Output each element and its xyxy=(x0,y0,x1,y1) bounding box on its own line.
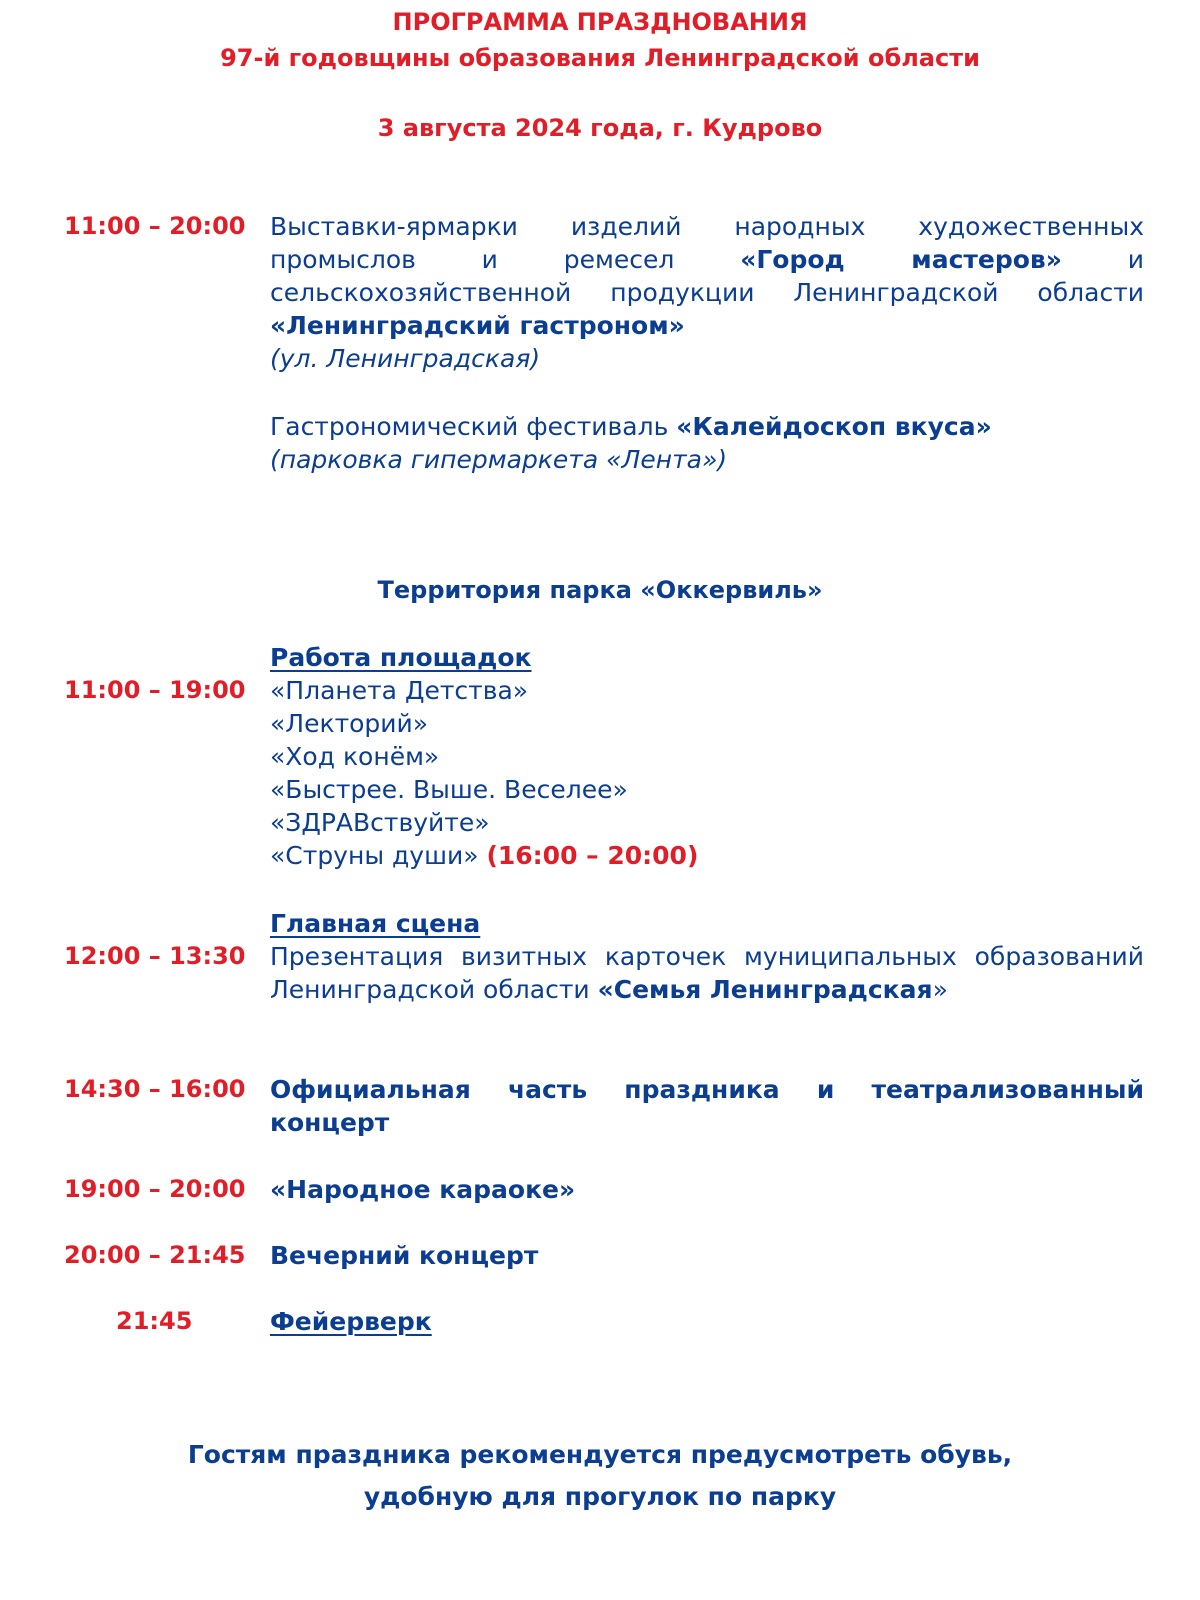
platform-item: «Быстрее. Выше. Веселее» xyxy=(270,775,628,804)
footer-line1: Гостям праздника рекомендуется предусмотреть обувь, xyxy=(187,1440,1013,1469)
fair-middle: и сельскохозяйственной продукции Ленинградской области xyxy=(270,245,1144,307)
fair-gastronom: «Ленинградский гастроном» xyxy=(270,311,685,340)
program-title: ПРОГРАММА ПРАЗДНОВАНИЯ xyxy=(392,8,808,36)
festival-location: (парковка гипермаркета «Лента») xyxy=(270,445,728,474)
main-stage-closing: » xyxy=(932,975,948,1004)
platform-item: «ЗДРАВствуйте» xyxy=(270,808,490,837)
fair-city-masters: «Город мастеров» xyxy=(740,245,1062,274)
event-karaoke: «Народное караоке» xyxy=(270,1175,576,1204)
platform-item: «Планета Детства» xyxy=(270,676,529,705)
event-fireworks: Фейерверк xyxy=(270,1307,432,1336)
footer-note xyxy=(0,1434,1200,1518)
main-stage-bold: «Семья Ленинградская xyxy=(597,975,933,1004)
event-time: 19:00 – 20:00 xyxy=(64,1175,246,1203)
platform-item-last xyxy=(270,839,1144,872)
platform-item: «Струны души» xyxy=(270,841,479,870)
main-stage-text: Презентация визитных карточек муниципальных образований Ленинградской области xyxy=(270,942,1144,1004)
footer-line2: удобную для прогулок по парку xyxy=(363,1482,837,1511)
fair-time: 11:00 – 20:00 xyxy=(64,212,246,240)
date-place: 3 августа 2024 года, г. Кудрово xyxy=(377,114,823,142)
fair-location: (ул. Ленинградская) xyxy=(270,344,541,373)
program-subtitle: 97-й годовщины образования Ленинградской области xyxy=(220,44,980,72)
event-time: 14:30 – 16:00 xyxy=(64,1075,246,1103)
event-time: 20:00 – 21:45 xyxy=(64,1241,246,1269)
event-time: 21:45 xyxy=(116,1307,193,1335)
platform-item: «Лекторий» xyxy=(270,709,429,738)
festival-line xyxy=(270,410,1144,443)
platform-item: «Ход конём» xyxy=(270,742,440,771)
main-stage-heading: Главная сцена xyxy=(270,909,481,938)
platform-item-time: (16:00 – 20:00) xyxy=(486,841,699,870)
main-stage-description xyxy=(270,940,1144,1006)
main-stage-time: 12:00 – 13:30 xyxy=(64,942,246,970)
event-official: Официальная часть праздника и театрализованный концерт xyxy=(270,1075,1144,1137)
festival-name: «Калейдоскоп вкуса» xyxy=(676,412,992,441)
platforms-time: 11:00 – 19:00 xyxy=(64,676,246,704)
festival-intro: Гастрономический фестиваль xyxy=(270,412,669,441)
platforms-heading: Работа площадок xyxy=(270,643,532,672)
event-evening-concert: Вечерний концерт xyxy=(270,1241,539,1270)
fair-intro: Выставки-ярмарки изделий народных художественных промыслов и ремесел xyxy=(270,212,1144,274)
park-title: Территория парка «Оккервиль» xyxy=(377,576,823,604)
fair-description xyxy=(270,210,1144,342)
platforms-list xyxy=(270,674,1144,872)
